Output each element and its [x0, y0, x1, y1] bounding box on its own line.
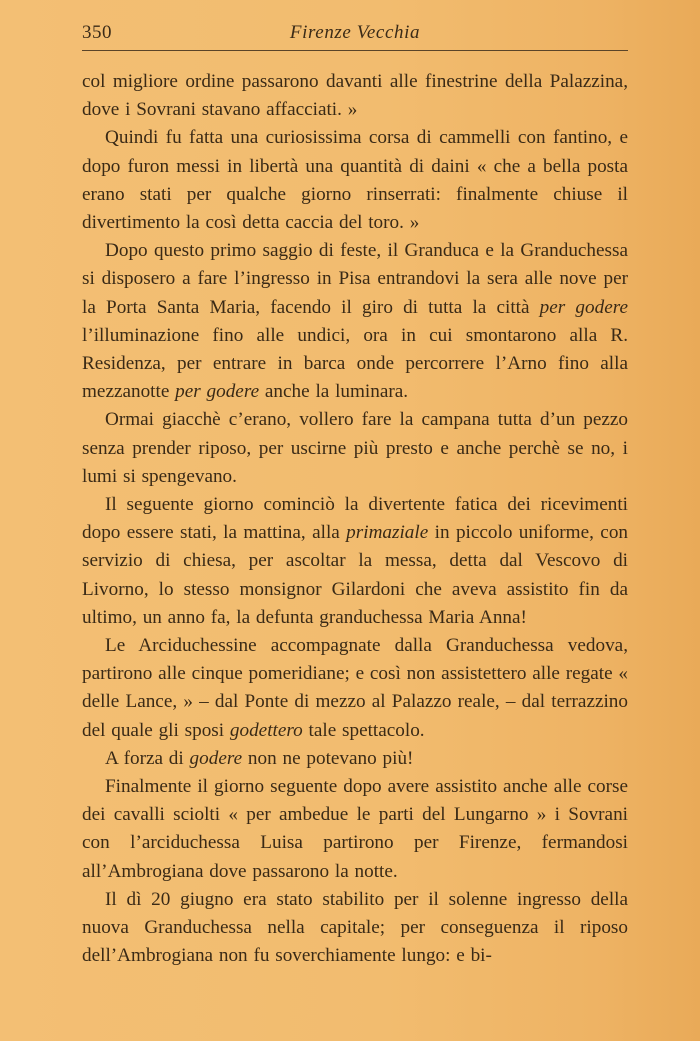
italic-phrase: godere — [189, 747, 243, 769]
text-segment: tale spettacolo. — [302, 719, 425, 741]
italic-phrase: godettero — [229, 719, 303, 741]
paragraph-6 — [82, 632, 628, 745]
body-text — [82, 68, 628, 971]
text-segment: Il dì 20 giugno era stato stabilito per il solenne ingresso della nuova Granduchessa nella capitale; per conseguenza il riposo dell’Ambrogiana non fu soverchiamente lungo: e bi- — [82, 888, 628, 967]
text-segment: col migliore ordine passarono davanti alle finestrine della Palazzina, dove i Sovrani stavano affacciati. » — [82, 71, 628, 121]
running-head — [82, 22, 628, 52]
text-segment: Il seguente giorno cominciò la divertente fatica dei ricevimenti dopo essere stati, la mattina, alla — [82, 494, 628, 544]
italic-phrase: per godere — [175, 381, 260, 403]
text-segment: Quindi fu fatta una curiosissima corsa di cammelli con fantino, e dopo furon messi in libertà una quantità di daini « che a bella posta erano stati per qualche giorno rinserrati: finalmente chiuse il divertimento la così detta caccia del toro. » — [82, 127, 628, 234]
paragraph-2 — [82, 124, 628, 237]
text-segment: Finalmente il giorno seguente dopo avere assistito anche alle corse dei cavalli sciolti « per ambedue le parti del Lungarno » i Sovrani con l’arciduchessa Luisa partirono per Firenze, fermandosi all’Ambrogiana dove passarono la notte. — [82, 776, 628, 882]
italic-phrase: primaziale — [346, 522, 429, 544]
page-number: 350 — [82, 22, 112, 43]
paragraph-8 — [82, 773, 628, 886]
paragraph-5 — [82, 491, 628, 632]
text-segment: non ne potevano più! — [242, 747, 414, 769]
text-segment: Dopo questo primo saggio di feste, il Granduca e la Granduchessa si disposero a fare l’ingresso in Pisa entrandovi la sera alle nove per la Porta Santa Maria, facendo il giro di tutta la città — [82, 240, 628, 318]
paragraph-7 — [82, 745, 628, 773]
paragraph-4 — [82, 406, 628, 491]
italic-phrase: per godere — [539, 296, 628, 318]
text-segment: Ormai giacchè c’erano, vollero fare la campana tutta d’un pezzo senza prender riposo, per uscirne più presto e anche perchè se no, i lumi si spengevano. — [82, 409, 628, 487]
running-title: Firenze Vecchia — [289, 22, 421, 43]
text-segment: anche la luminara. — [259, 381, 409, 403]
paragraph-1 — [82, 68, 628, 124]
text-segment: A forza di — [105, 747, 190, 769]
paragraph-3 — [82, 237, 628, 406]
text-segment: Le Arciduchessine accompagnate dalla Granduchessa vedova, partirono alle cinque pomeridiane; e così non assistettero alle regate « delle Lance, » – dal Ponte di mezzo al Palazzo reale, – dal terrazzino del quale gli sposi — [82, 635, 628, 741]
text-segment: in piccolo uniforme, con servizio di chiesa, per ascoltar la messa, detta dal Vescovo di Livorno, lo stesso monsignor Gilardoni che aveva assistito fin da ultimo, un anno fa, la defunta granduchessa Maria Anna! — [82, 522, 629, 628]
header-rule — [82, 50, 628, 51]
paragraph-9 — [82, 886, 628, 971]
text-segment: l’illuminazione fino alle undici, ora in cui smontarono alla R. Residenza, per entrare in barca onde percorrere l’Arno fino alla mezzanotte — [82, 324, 628, 403]
